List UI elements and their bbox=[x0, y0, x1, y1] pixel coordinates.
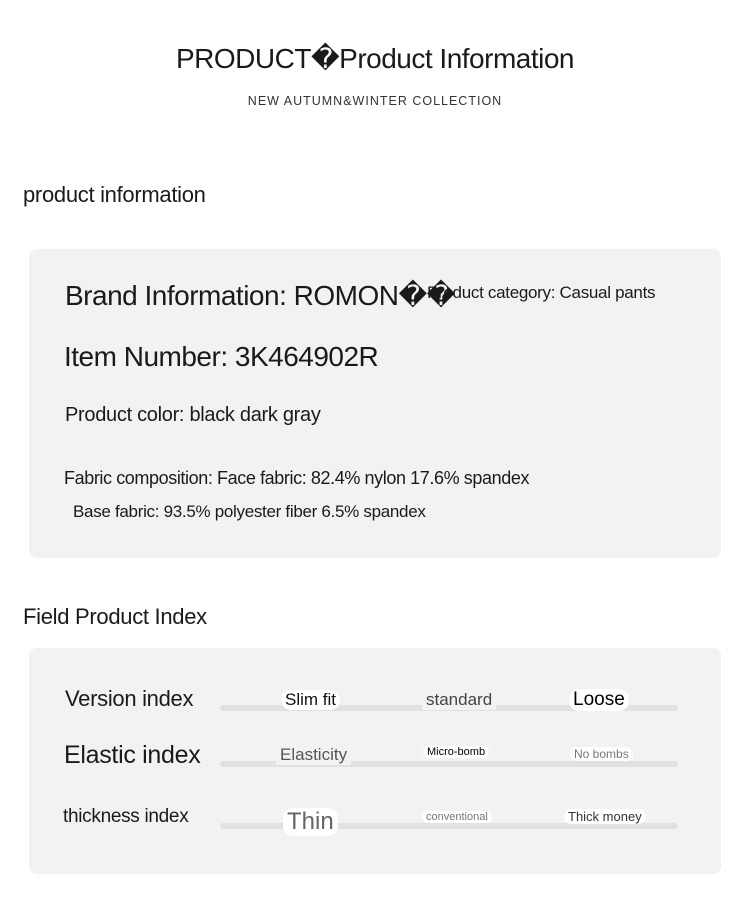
thickness-index-label: thickness index bbox=[63, 806, 189, 827]
brand-info: Brand Information: ROMON�� bbox=[65, 280, 455, 311]
elastic-index-label: Elastic index bbox=[64, 741, 201, 769]
product-color: Product color: black dark gray bbox=[65, 404, 321, 426]
elastic-option-micro-bomb: Micro-bomb bbox=[423, 746, 489, 758]
product-info-heading: product information bbox=[23, 182, 206, 207]
product-category: Product category: Casual pants bbox=[427, 283, 656, 302]
base-fabric: Base fabric: 93.5% polyester fiber 6.5% spandex bbox=[73, 502, 426, 521]
fabric-composition: Fabric composition: Face fabric: 82.4% nylon 17.6% spandex bbox=[64, 468, 530, 488]
version-option-loose: Loose bbox=[569, 689, 629, 711]
thickness-option-thick-money: Thick money bbox=[564, 809, 646, 824]
version-option-standard: standard bbox=[422, 690, 496, 710]
page-title: PRODUCT�Product Information bbox=[176, 43, 574, 74]
version-option-slim-fit: Slim fit bbox=[281, 690, 340, 710]
elastic-option-elasticity: Elasticity bbox=[276, 745, 351, 765]
index-heading: Field Product Index bbox=[23, 604, 207, 629]
item-number: Item Number: 3K464902R bbox=[64, 341, 379, 372]
thickness-option-conventional: conventional bbox=[422, 811, 492, 823]
page-subtitle: NEW AUTUMN&WINTER COLLECTION bbox=[247, 94, 503, 108]
version-index-label: Version index bbox=[65, 686, 194, 711]
elastic-option-no-bombs: No bombs bbox=[570, 747, 633, 761]
thickness-option-thin: Thin bbox=[283, 808, 338, 836]
